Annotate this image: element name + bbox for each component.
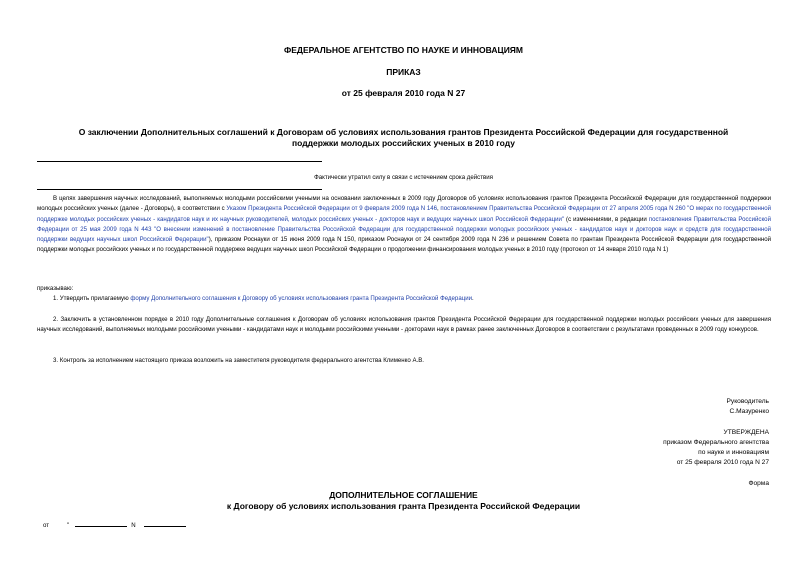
document-title-line-1: О заключении Дополнительных соглашений к Договорам об условиях использования грантов Президента Российской Федерации для государственной bbox=[78, 127, 729, 137]
resolution-443-link[interactable]: постановления Правительства Российской Федерации от 25 мая 2009 года N 443 "О внесении изменений в постановление Правительства Российской Федерации для государственной поддержки молодых российских ученых - кандидатов наук и докторов наук и средств для государственной поддержки ведущих научных школ Российской Федерации" bbox=[37, 215, 771, 244]
agreement-form-link[interactable]: форму Дополнительного соглашения к Договору об условиях использования гранта Президента Российской Федерации bbox=[130, 295, 473, 302]
item-2: 2. Заключить в установленном порядке в 2010 году Дополнительные соглашения к Договорам об условиях использования грантов Президента Российской Федерации для государственной поддержки молодых российских ученых для завершения научных исследований, выполняемых молодыми российскими учеными - кандидатами наук и молодыми российскими учеными - докторами наук в рамках ранее заключенных Договоров в соответствии с результатами проведенных в 2009 году конкурсов. bbox=[37, 316, 771, 334]
divider-top bbox=[37, 161, 322, 162]
approval-line-2: приказом Федерального агентства bbox=[663, 439, 769, 446]
form-fields-line bbox=[43, 522, 186, 529]
item-1 bbox=[53, 295, 474, 302]
signature-role: Руководитель bbox=[726, 398, 769, 405]
preamble-paragraph bbox=[37, 194, 771, 256]
from-label: от bbox=[43, 522, 50, 529]
document-title-line-2: поддержки молодых российских ученых в 2010 году bbox=[292, 138, 515, 148]
approval-line-1: УТВЕРЖДЕНА bbox=[723, 429, 769, 436]
approval-line-3: по науке и инновациям bbox=[698, 449, 769, 456]
resolution-260-link[interactable]: постановлением Правительства Российской Федерации от 27 апреля 2005 года N 260 "О мерах по государственной поддержке молодых российских ученых - кандидатов наук и их научных руководителей, молодых российских ученых - докторов наук и ведущих научных школ Российской Федерации" bbox=[37, 205, 771, 223]
agreement-title: ДОПОЛНИТЕЛЬНОЕ СОГЛАШЕНИЕ bbox=[329, 490, 478, 500]
preamble-text-4: ), приказом Роснауки от 15 июня 2009 года N 150, приказом Роснауки от 24 сентября 2009 года N 236 и решением Совета по грантам Президента Российской Федерации для государственной поддержки молодых российских ученых и по государственной поддержке ведущих научных школ Российской Федерации о продолжении финансирования молодых ученых в 2010 году (протокол от 14 января 2010 года N 1) bbox=[37, 236, 771, 254]
approval-line-4: от 25 февраля 2010 года N 27 bbox=[676, 459, 769, 466]
status-note: Фактически утратил силу в связи с истечением срока действия bbox=[314, 174, 493, 181]
preamble-text-2: , bbox=[437, 205, 441, 213]
preamble-text-3: (с изменениями, в редакции bbox=[564, 215, 649, 223]
quote-mark: " bbox=[67, 522, 70, 529]
divider-bottom bbox=[37, 189, 322, 190]
decree-link[interactable]: Указом Президента Российской Федерации от 9 февраля 2009 года N 146 bbox=[226, 205, 437, 213]
document-date-number: от 25 февраля 2010 года N 27 bbox=[341, 88, 466, 98]
agreement-subtitle: к Договору об условиях использования гранта Президента Российской Федерации bbox=[226, 501, 581, 511]
date-blank-field[interactable] bbox=[75, 526, 127, 527]
agency-name: ФЕДЕРАЛЬНОЕ АГЕНТСТВО ПО НАУКЕ И ИННОВАЦИЯМ bbox=[283, 45, 524, 55]
number-label: N bbox=[131, 522, 136, 529]
number-blank-field[interactable] bbox=[144, 526, 186, 527]
item-3: 3. Контроль за исполнением настоящего приказа возложить на заместителя руководителя федерального агентства Клименко А.В. bbox=[53, 357, 424, 364]
preamble-text-1: В целях завершения научных исследований, выполняемых молодыми российскими учеными на основании заключенных в 2009 году Договоров об условиях использования грантов Президента Российской Федерации для государственной поддержки молодых российских ученых (далее - Договоры), в соответствии с bbox=[37, 195, 771, 213]
order-word: приказываю: bbox=[37, 285, 74, 292]
item-1-suffix: . bbox=[472, 295, 474, 302]
form-label: Форма bbox=[748, 480, 769, 487]
signature-name: С.Мазуренко bbox=[729, 408, 769, 415]
item-1-prefix: 1. Утвердить прилагаемую bbox=[53, 295, 131, 302]
document-type: ПРИКАЗ bbox=[386, 67, 421, 77]
